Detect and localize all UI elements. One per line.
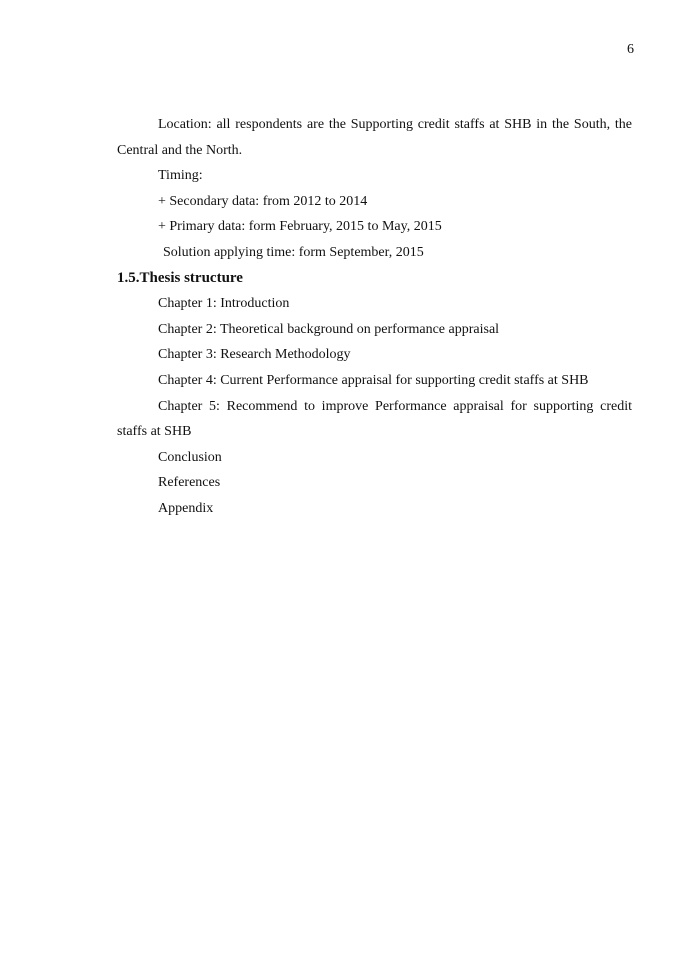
- structure-item-chapter-5: Chapter 5: Recommend to improve Performance appraisal for supporting credit staffs at SHB: [117, 398, 632, 440]
- primary-data-line: + Primary data: form February, 2015 to May, 2015: [158, 219, 442, 235]
- structure-item-conclusion: Conclusion: [158, 449, 222, 465]
- structure-item-chapter-1: Chapter 1: Introduction: [158, 296, 290, 312]
- structure-item-appendix: Appendix: [158, 500, 214, 516]
- structure-item-chapter-4: Chapter 4: Current Performance appraisal for supporting credit staffs at SHB: [158, 372, 589, 388]
- structure-item-chapter-3: Chapter 3: Research Methodology: [158, 347, 351, 363]
- page-content: [117, 112, 632, 522]
- structure-item-chapter-2: Chapter 2: Theoretical background on performance appraisal: [158, 321, 500, 337]
- timing-label: Timing:: [158, 168, 203, 184]
- location-paragraph: Location: all respondents are the Supporting credit staffs at SHB in the South, the Central and the North.: [117, 117, 632, 158]
- solution-time-line: Solution applying time: form September, 2015: [163, 244, 424, 260]
- structure-item-references: References: [158, 475, 221, 491]
- section-heading: 1.5.Thesis structure: [117, 269, 243, 286]
- secondary-data-line: + Secondary data: from 2012 to 2014: [158, 193, 368, 209]
- page-number: 6: [627, 42, 634, 57]
